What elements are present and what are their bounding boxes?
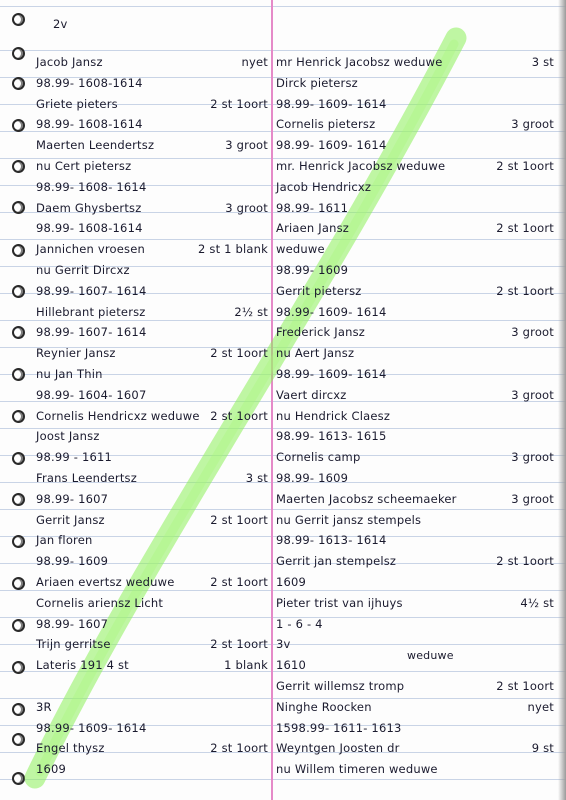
entry-amount: 3 groot xyxy=(511,325,554,340)
entry-text: nu Gerrit jansz stempels xyxy=(276,512,422,527)
entry-text: Frans Leendertsz xyxy=(36,471,137,485)
entry-amount: 2 st 1oort xyxy=(496,221,554,236)
entry-text: 98.99 - 1611 xyxy=(36,450,113,465)
entry-text: Hillebrant pietersz xyxy=(36,304,146,319)
entry-amount: 2 st 1oort xyxy=(496,679,554,693)
binder-hole xyxy=(12,285,25,298)
entry-text: Jacob Hendricxz xyxy=(276,179,372,194)
entry-text: Cornelis pietersz xyxy=(276,117,376,132)
entry-amount: nyet xyxy=(241,55,268,69)
entry-text: 98.99- 1608- 1614 xyxy=(36,179,147,194)
entry-text: Joost Jansz xyxy=(36,429,100,444)
entry-text: Gerrit pietersz xyxy=(276,283,362,298)
binder-holes xyxy=(0,0,40,800)
entry-amount: 2 st 1oort xyxy=(210,346,268,361)
page-number: 2v xyxy=(53,17,68,31)
entry-text: nu Aert Jansz xyxy=(276,346,355,361)
entry-text: 98.99- 1609- 1614 xyxy=(276,138,387,153)
entry-amount: 3 groot xyxy=(511,387,554,402)
entry-amount: 2 st 1 blank xyxy=(198,242,268,257)
entry-text: Cornelis camp xyxy=(276,450,361,465)
entry-text: Reynier Jansz xyxy=(36,346,116,361)
entry-amount: 2½ st xyxy=(234,304,268,319)
entry-text: nu Gerrit Dircxz xyxy=(36,263,130,277)
binder-hole xyxy=(12,577,25,590)
entry-text: 98.99- 1609 xyxy=(276,263,349,277)
binder-hole xyxy=(12,201,25,214)
entry-text: Maerten Jacobsz scheemaeker xyxy=(276,491,457,506)
entry-amount: 3 groot xyxy=(511,450,554,465)
entry-text: Daem Ghysbertsz xyxy=(36,200,142,215)
entry-amount: 9 st xyxy=(531,741,554,756)
entry-text: Ninghe Roocken xyxy=(276,699,372,714)
entry-text: Jannichen vroesen xyxy=(36,242,145,257)
entry-text: Trijn gerritse xyxy=(36,637,111,652)
entry-text: 1610 xyxy=(276,658,307,673)
entry-text: Weyntgen Joosten dr xyxy=(276,741,400,756)
binder-hole xyxy=(12,703,25,716)
entry-text: Gerrit willemsz tromp xyxy=(276,679,405,693)
entry-text: Lateris 191 4 st xyxy=(36,658,129,673)
entry-text: 1 - 6 - 4 xyxy=(276,616,323,631)
binder-hole xyxy=(12,160,25,173)
entry-text: 98.99- 1609- 1614 xyxy=(36,720,147,735)
binder-hole xyxy=(12,661,25,674)
entry-text: 98.99- 1608-1614 xyxy=(36,117,143,132)
entry-amount: 2 st 1oort xyxy=(496,283,554,298)
binder-hole xyxy=(12,535,25,548)
entry-amount: 2 st 1oort xyxy=(496,554,554,569)
entry-amount: 1 blank xyxy=(224,658,268,673)
entry-text: Griete pieters xyxy=(36,96,118,111)
entry-text: 98.99- 1607 xyxy=(36,616,109,631)
page-edge-shadow xyxy=(558,0,566,800)
entry-text: Gerrit Jansz xyxy=(36,512,105,527)
entry-amount: 2 st 1oort xyxy=(210,408,268,423)
entry-text: 98.99- 1604- 1607 xyxy=(36,387,147,402)
entry-amount: 3 groot xyxy=(511,117,554,132)
entry-amount: 2 st 1oort xyxy=(496,159,554,173)
binder-hole xyxy=(12,452,25,465)
entry-amount: 2 st 1oort xyxy=(210,741,268,756)
binder-hole xyxy=(12,77,25,90)
entry-text: 98.99- 1608-1614 xyxy=(36,75,143,90)
entry-text: Jacob Jansz xyxy=(36,55,103,69)
entry-text: 3v xyxy=(276,637,291,652)
binder-hole xyxy=(12,772,25,785)
binder-hole xyxy=(12,410,25,423)
entry-text: nu Willem timeren weduwe xyxy=(276,762,438,777)
entry-text: 98.99- 1607- 1614 xyxy=(36,325,147,340)
entry-amount: 3 groot xyxy=(511,491,554,506)
entry-text: Engel thysz xyxy=(36,741,105,756)
entry-text: 98.99- 1607 xyxy=(36,491,109,506)
margin-line xyxy=(271,0,273,800)
entry-text: mr. Henrick Jacobsz weduwe xyxy=(276,159,446,173)
entry-text: nu Hendrick Claesz xyxy=(276,408,391,423)
binder-hole xyxy=(12,733,25,746)
entry-amount: 3 st xyxy=(245,471,268,485)
binder-hole xyxy=(12,244,25,257)
entry-text: 3R xyxy=(36,699,52,714)
entry-text: nu Jan Thin xyxy=(36,367,103,381)
entry-text: 98.99- 1611 xyxy=(276,200,349,215)
entry-amount: 2 st 1oort xyxy=(210,512,268,527)
binder-hole xyxy=(12,368,25,381)
entry-amount: 3 groot xyxy=(225,138,268,153)
entry-text: 98.99- 1609 xyxy=(36,554,109,569)
binder-hole xyxy=(12,493,25,506)
binder-hole xyxy=(12,13,25,26)
entry-text: 98.99- 1607- 1614 xyxy=(36,283,147,298)
entry-text: weduwe xyxy=(276,242,325,257)
entry-text: Cornelis Hendricxz weduwe xyxy=(36,408,200,423)
entry-text: 98.99- 1613- 1615 xyxy=(276,429,387,444)
entry-text: Cornelis ariensz Licht xyxy=(36,595,164,610)
insertion-annotation: weduwe xyxy=(407,649,454,662)
entry-text: mr Henrick Jacobsz weduwe xyxy=(276,55,443,69)
entry-amount: 2 st 1oort xyxy=(210,637,268,652)
entry-text: 98.99- 1609- 1614 xyxy=(276,367,387,381)
entry-text: Jan floren xyxy=(36,533,93,548)
entry-text: 98.99- 1609- 1614 xyxy=(276,96,387,111)
entry-text: Vaert dircxz xyxy=(276,387,347,402)
entry-text: 1598.99- 1611- 1613 xyxy=(276,720,402,735)
entry-amount: 3 st xyxy=(531,55,554,69)
binder-hole xyxy=(12,326,25,339)
entry-text: Ariaen evertsz weduwe xyxy=(36,575,175,589)
entry-amount: nyet xyxy=(527,699,554,714)
entry-text: 98.99- 1608-1614 xyxy=(36,221,143,236)
entry-text: Pieter trist van ijhuys xyxy=(276,595,403,610)
binder-hole xyxy=(12,47,25,60)
entry-text: Dirck pietersz xyxy=(276,75,358,90)
entry-amount: 2 st 1oort xyxy=(210,575,268,589)
entry-amount: 2 st 1oort xyxy=(210,96,268,111)
entry-text: 1609 xyxy=(36,762,67,777)
entry-text: Maerten Leendertsz xyxy=(36,138,155,153)
binder-hole xyxy=(12,619,25,632)
entry-text: nu Cert pietersz xyxy=(36,159,132,173)
entry-amount: 4½ st xyxy=(520,595,554,610)
entry-text: Ariaen Jansz xyxy=(276,221,350,236)
entry-text: Gerrit jan stempelsz xyxy=(276,554,397,569)
entry-text: Frederick Jansz xyxy=(276,325,366,340)
binder-hole xyxy=(12,119,25,132)
entry-amount: 3 groot xyxy=(225,200,268,215)
entry-text: 98.99- 1609 xyxy=(276,471,349,485)
entry-text: 98.99- 1609- 1614 xyxy=(276,304,387,319)
entry-text: 98.99- 1613- 1614 xyxy=(276,533,387,548)
entry-text: 1609 xyxy=(276,575,307,589)
